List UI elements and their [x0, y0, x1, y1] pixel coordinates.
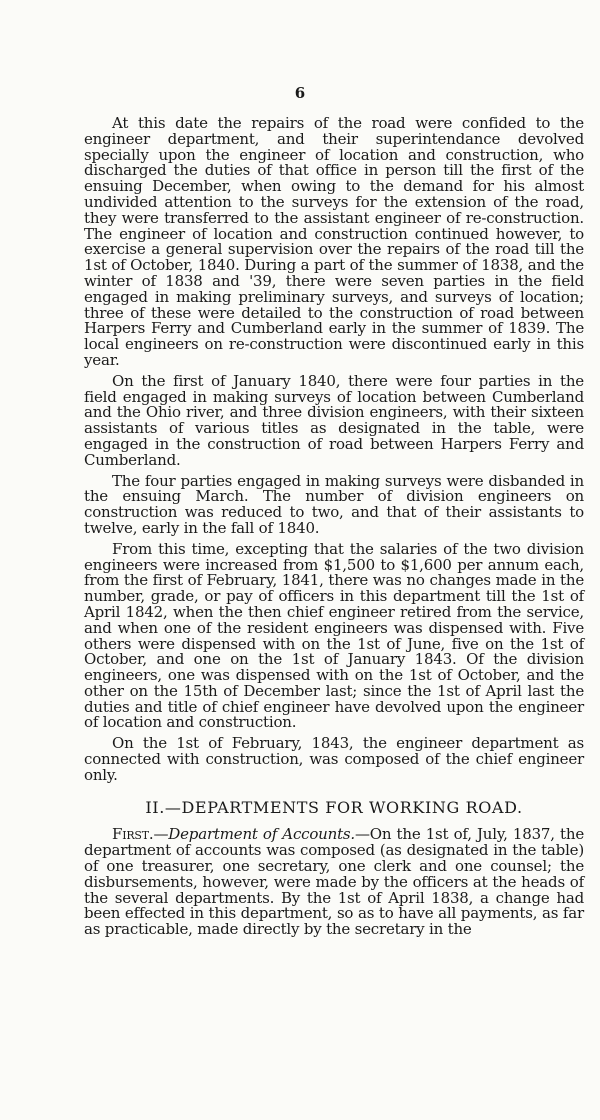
paragraph: On the 1st of February, 1843, the engineer department as connected with construction, was composed of the chief engineer only. [84, 734, 584, 784]
section-paragraph [84, 827, 584, 938]
page-number: 6 [294, 84, 306, 102]
body-text [84, 116, 584, 938]
section-lead-dash: — [153, 825, 169, 844]
paragraph: On the first of January 1840, there were four parties in the field engaged in making surveys of location between Cumberland and the Ohio river, and three division engineers, with their sixteen assistants of various titles as designated in the table, were engaged in the construction of road between Harpers Ferry and Cumberland. [84, 371, 584, 469]
section-lead-caps: First. [112, 825, 154, 844]
paragraph: From this time, excepting that the salaries of the two division engineers were increased from $1,500 to $1,600 per annum each, from the first of February, 1841, there was no changes made in the number, grade, or pay of officers in this department till the 1st of April 1842, when the then chief engineer retired from the service, and when one of the resident engineers was dispensed with. Five others were dispensed with on the 1st of June, five on the 1st of October, and one on the 1st of January 1843. Of the division engineers, one was dispensed with on the 1st of October, and the other on the 15th of December last; since the 1st of April last the duties and title of chief engineer have devolved upon the engineer of location and construction. [84, 539, 584, 732]
section-text: —On the 1st of, July, 1837, the department of accounts was composed (as designated in the table) of one treasurer, one secretary, one clerk and one counsel; the disbursements, however, were made by the officers at the heads of the several departments. By the 1st of April 1838, a change had been effected in this department, so as to have all payments, as far as practicable, made directly by the secretary in the [84, 825, 585, 939]
paragraph: At this date the repairs of the road were confided to the engineer department, and their superintendance devolved specially upon the engineer of location and construction, who discharged the duties of that office in person till the first of the ensuing December, when owing to the demand for his almost undivided attention to the surveys for the extension of the road, they were transferred to the assistant engineer of re-construction. The engineer of location and construction continued however, to exercise a general supervision over the repairs of the road till the 1st of October, 1840. During a part of the summer of 1838, and the winter of 1838 and '39, there were seven parties in the field engaged in making preliminary surveys, and surveys of location; three of these were detailed to the construction of road between Harpers Ferry and Cumberland early in the summer of 1839. The local engineers on re-construction were discontinued early in this year. [84, 114, 584, 369]
section-lead-title: Department of Accounts. [168, 825, 355, 844]
paragraph: The four parties engaged in making surveys were disbanded in the ensuing March. The number of division engineers on construction was reduced to two, and that of their assistants to twelve, early in the fall of 1840. [84, 471, 584, 537]
section-heading: II.—DEPARTMENTS FOR WORKING ROAD. [145, 797, 523, 817]
